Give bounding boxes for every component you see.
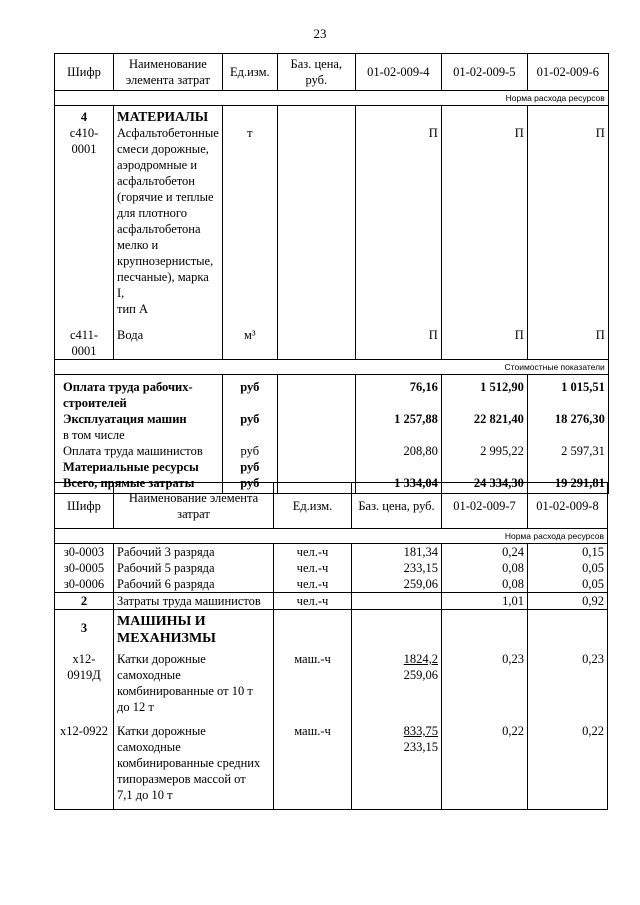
name-line: мелко и xyxy=(117,238,159,252)
total-unit: руб xyxy=(222,475,277,494)
value-col-6: П xyxy=(527,327,608,360)
total-col-6: 2 597,31 xyxy=(527,443,608,459)
labor-code: 2 xyxy=(55,593,114,610)
resource-name: Рабочий 6 разряда xyxy=(114,576,274,593)
labor-unit: чел.-ч xyxy=(274,593,352,610)
resource-code: с411-0001 xyxy=(55,327,114,360)
header-col-4: 01-02-009-4 xyxy=(355,54,441,91)
total-col-4: 76,16 xyxy=(355,375,441,412)
labor-row xyxy=(55,593,608,610)
table-row xyxy=(55,647,608,715)
value-col-8: 0,05 xyxy=(528,560,608,576)
total-subtitle: в том числе xyxy=(63,428,125,442)
header-col-5: 01-02-009-5 xyxy=(441,54,527,91)
value-col-8: 0,22 xyxy=(528,723,608,810)
value-col-8: 0,15 xyxy=(528,544,608,561)
header-name: Наименование элемента затрат xyxy=(114,483,274,529)
table-row xyxy=(55,544,608,561)
name-line: Асфальтобетонные xyxy=(117,126,219,140)
total-col-6: 18 276,30 xyxy=(527,411,608,443)
header-col-7: 01-02-009-7 xyxy=(442,483,528,529)
total-unit: руб xyxy=(222,443,277,459)
name-line: самоходные xyxy=(117,668,181,682)
value-col-5: П xyxy=(441,327,527,360)
total-name: Эксплуатация машин xyxy=(63,412,187,426)
name-line: (горячие и теплые xyxy=(117,190,214,204)
totals-row xyxy=(55,443,609,459)
name-line: типоразмеров массой от xyxy=(117,772,246,786)
name-line: крупнозернистые, xyxy=(117,254,214,268)
table-row xyxy=(55,723,608,810)
base-price: 233,15 xyxy=(352,560,442,576)
unit: маш.-ч xyxy=(274,647,352,715)
labor-price xyxy=(352,593,442,610)
name-line: смеси дорожные, xyxy=(117,142,209,156)
header-unit: Ед.изм. xyxy=(222,54,277,91)
resource-code: с410-0001 xyxy=(55,125,114,317)
labor-name: Затраты труда машинистов xyxy=(114,593,274,610)
value-col-4: П xyxy=(355,327,441,360)
name-line: 7,1 до 10 т xyxy=(117,788,173,802)
table-row xyxy=(55,125,609,317)
name-line: песчаные), марка I, xyxy=(117,270,209,300)
table-row xyxy=(55,327,609,360)
page-number: 23 xyxy=(313,26,327,41)
name-line: до 12 т xyxy=(117,700,154,714)
name-line: самоходные xyxy=(117,740,181,754)
operator-price: 259,06 xyxy=(403,668,438,682)
totals-row xyxy=(55,411,609,443)
labor-col-8: 0,92 xyxy=(528,593,608,610)
unit: т xyxy=(222,125,277,317)
value-col-7: 0,24 xyxy=(442,544,528,561)
header-unit: Ед.изм. xyxy=(274,483,352,529)
name-line: тип А xyxy=(117,302,148,316)
total-name: Оплата труда рабочих-строителей xyxy=(55,375,223,412)
header-price: Баз. цена, руб. xyxy=(277,54,355,91)
total-unit: руб xyxy=(222,375,277,412)
unit: м³ xyxy=(222,327,277,360)
header-code: Шифр xyxy=(55,483,114,529)
section-number: 4 xyxy=(55,106,114,126)
name-line: Катки дорожные xyxy=(117,724,206,738)
total-name: Материальные ресурсы xyxy=(55,459,223,475)
machine-price: 1824,2 xyxy=(403,652,438,666)
value-col-8: 0,05 xyxy=(528,576,608,593)
header-price: Баз. цена, руб. xyxy=(352,483,442,529)
value-col-7: 0,08 xyxy=(442,560,528,576)
total-col-4: 1 257,88 xyxy=(355,411,441,443)
name-line: аэродромные и xyxy=(117,158,198,172)
value-col-6: П xyxy=(527,125,608,317)
name-line: для плотного xyxy=(117,206,187,220)
resource-code: х12-0919Д xyxy=(55,647,114,715)
total-name: Всего, прямые затраты xyxy=(55,475,223,494)
resource-code: х12-0922 xyxy=(55,723,114,810)
operator-price: 233,15 xyxy=(403,740,438,754)
name-line: асфальтобетон xyxy=(117,174,195,188)
resource-name xyxy=(114,125,223,317)
total-unit: руб xyxy=(222,411,277,443)
total-col-4: 1 334,04 xyxy=(355,475,441,494)
resource-name xyxy=(114,723,274,810)
section-title xyxy=(114,610,274,648)
table-row xyxy=(55,576,608,593)
unit: чел.-ч xyxy=(274,544,352,561)
section-row xyxy=(55,610,608,648)
section-title: МАТЕРИАЛЫ xyxy=(114,106,223,126)
totals-row xyxy=(55,459,609,475)
name-line: асфальтобетона xyxy=(117,222,201,236)
unit: чел.-ч xyxy=(274,560,352,576)
total-col-5: 2 995,22 xyxy=(441,443,527,459)
cost-label: Стоимостные показатели xyxy=(55,360,609,375)
total-col-6 xyxy=(527,459,608,475)
header-name: Наименование элемента затрат xyxy=(114,54,223,91)
section-title-line: МАШИНЫ И xyxy=(117,614,206,629)
total-name: Оплата труда машинистов xyxy=(55,443,223,459)
total-col-6: 19 291,81 xyxy=(527,475,608,494)
labor-col-7: 1,01 xyxy=(442,593,528,610)
resource-name: Рабочий 3 разряда xyxy=(114,544,274,561)
header-code: Шифр xyxy=(55,54,114,91)
machine-price: 833,75 xyxy=(403,724,438,738)
table-row xyxy=(55,560,608,576)
unit: чел.-ч xyxy=(274,576,352,593)
resource-code: з0-0003 xyxy=(55,544,114,561)
name-line: комбинированные средних xyxy=(117,756,261,770)
resource-name: Рабочий 5 разряда xyxy=(114,560,274,576)
section-number: 3 xyxy=(55,610,114,648)
value-col-5: П xyxy=(441,125,527,317)
total-col-6: 1 015,51 xyxy=(527,375,608,412)
resource-table-1 xyxy=(54,53,609,494)
base-price: 259,06 xyxy=(352,576,442,593)
resource-name: Вода xyxy=(114,327,223,360)
value-col-7: 0,08 xyxy=(442,576,528,593)
total-col-4: 208,80 xyxy=(355,443,441,459)
unit: маш.-ч xyxy=(274,723,352,810)
total-col-5: 22 821,40 xyxy=(441,411,527,443)
totals-row xyxy=(55,375,609,412)
total-col-5 xyxy=(441,459,527,475)
value-col-7: 0,22 xyxy=(442,723,528,810)
name-line: Катки дорожные xyxy=(117,652,206,666)
section-title-line: МЕХАНИЗМЫ xyxy=(117,631,216,646)
value-col-4: П xyxy=(355,125,441,317)
resource-table-2 xyxy=(54,482,608,810)
value-col-7: 0,23 xyxy=(442,647,528,715)
value-col-8: 0,23 xyxy=(528,647,608,715)
total-col-5: 24 334,30 xyxy=(441,475,527,494)
resource-code: з0-0005 xyxy=(55,560,114,576)
header-col-8: 01-02-009-8 xyxy=(528,483,608,529)
base-price xyxy=(352,647,442,715)
norm-label: Норма расхода ресурсов xyxy=(55,91,609,106)
resource-code: з0-0006 xyxy=(55,576,114,593)
total-col-4 xyxy=(355,459,441,475)
base-price xyxy=(352,723,442,810)
base-price: 181,34 xyxy=(352,544,442,561)
norm-label: Норма расхода ресурсов xyxy=(55,529,608,544)
name-line: комбинированные от 10 т xyxy=(117,684,253,698)
total-col-5: 1 512,90 xyxy=(441,375,527,412)
section-row xyxy=(55,106,609,126)
resource-name xyxy=(114,647,274,715)
total-unit: руб xyxy=(222,459,277,475)
total-name-cell xyxy=(55,411,223,443)
header-col-6: 01-02-009-6 xyxy=(527,54,608,91)
